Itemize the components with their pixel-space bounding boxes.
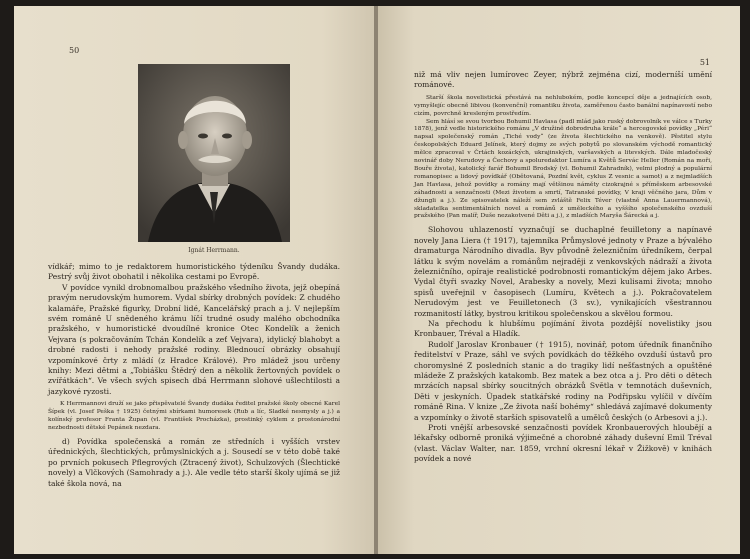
small-print-paragraph: Starší škola novelistická přestává na nehlubokém, podle koncepcí děje a jednajících osob, vymyšlejíc obecně libivou (konvenční) romantiku života, zaměřenou často banální napínavostí nebo cizím, povrchně kresleným prostředím. xyxy=(414,94,712,117)
portrait-image xyxy=(138,64,290,242)
right-text-column xyxy=(414,70,712,465)
left-text-column xyxy=(48,262,340,489)
page-number: 50 xyxy=(69,46,80,55)
photo-caption: Ignát Herrmann. xyxy=(188,247,240,254)
paragraph: d) Povídka společenská a román ze středních i vyšších vrstev úřednických, šlechtických, průmyslnických a j. Sousedí se v této době také po prvních pokusech Pflegrových (Ztracený život), Schulzových (Šlechtické novely) a Vlčkových (Samohrady a j.). Ale vedle této starší školy ujímá se již také škola nová, na xyxy=(48,436,340,488)
paragraph: niž má vliv nejen lumírovec Zeyer, nýbrž zejména cizí, moderníší umění románové. xyxy=(414,70,712,90)
paragraph: Slohovou uhlazeností vyznačují se duchaplné feuilletony a napínavé novely Jana Liera († 1917), tajemníka Průmyslové jednoty v Praze a bývalého dramaturga Národního divadla. Byv původně železničním úředníkem, čerpal látku k svým novelám a románům nejraději z venkovských nádraží a života železničního, opíraje realistické podrobnosti romantickým dějem jako Arbes. Vydal čtyři svazky Novel, Arabesky a novely, Mezi kulisami života; mnoho spisů uveřejnil v časopisech (Lumíru, Květech a j.). Pokračovatelem Nerudovým jest ve Feuilletonech (3 sv.), vynikajících všestrannou rozmanitostí látky, bystrou kritikou společenskou a skvělou formou. xyxy=(414,225,712,318)
portrait-photo xyxy=(138,64,290,242)
right-page xyxy=(378,6,740,554)
small-print-paragraph: Sem hlásí se svou tvorbou Bohumil Havlasa (padl mlád jako ruský dobrovolník ve válce s Turky 1878), jenž vedle historického románu „V družině dobrodruha krále“ a hercegovské povídky „Péri“ napsal společenský román „Tiché vody“ (ze života šlechtického na venkově). Pěstitel stylu českopolských Eduard Jelínek, který dojmy ze svých pobytů po slovanském východě romantický mělce zpracoval v Črtách kozáckých, ukrajinských, varšavských a litevských. Dále mladočeský novinář doby Nerudovy a Čechovy a spoluredaktor Lumíra a Květů Servác Heller (Román na moři, Bouře života), katolický farář Bohumil Brodský (vl. Bohumil Zahradník), velmi plodný a populární romanopisec a lidový povídkář (Obětovaná, Pozdní květ, cyklus Z vesnic a samot) a z nejmladších Jan Havlasa, jehož povídky a romány mají většinou náměty cizokrajné s příměskem arbesovské záhadnosti a senzačnosti (Mezi životem a smrtí, Tatranské povídky, V kraji věčného jara, Dům v džungli a j.). Ze spisovatelek náleží sem zvláště Felix Téver (vlastně Anna Lauermannová), skladatelka sentimentálních novel a románů z uměleckého a vyššího společenského ovzduší pražského (Pan malíř, Duše nezakotvené Děti a j.), z mladších Maryša Šárecká a j. xyxy=(414,118,712,220)
paragraph: Na přechodu k hlubšímu pojímání života pozdější novelistiky jsou Kronbauer, Tréval a Hladík. xyxy=(414,318,712,339)
small-print-paragraph: K Herrmannovi druží se jako přispěvatelé Švandy dudáka ředitel pražské školy obecné Karel Šípek (vl. Josef Peška † 1925) četnými sbírkami humoresek (Rub a líc, Sladké nesmysly a j.) a kolínský profesor Franta Župan (vl. František Procházka), prostinký cyklem z prostonárodní nezbednosti dětské Pepánek nezdara. xyxy=(48,401,340,431)
page-number: 51 xyxy=(699,58,710,67)
left-page xyxy=(14,6,376,554)
paragraph: V povídce vynikl drobnomalbou pražského všedního života, jejž obepíná pravým nerudovským humorem. Vydal sbírky drobných povídek: Z chudého kalamáře, Pražské figurky, Drobní lidé, Kancelářský prach a j. V nejlepším svém románě U snědeného krámu líčí trudné osudy malého obchodníka pražského, v humoristické dvoudílné kronice Otec Kondelík a ženich Vejvara (s pokračováním Tchán Kondelík a zeť Vejvara), idylický blahobyt a drobné radosti i nehody pražské rodiny. Blednoucí obrázky obsahují vzpomínkové črty z mládí (z Hradce Králové). Pro mládež jsou určeny knihy: Mezi dětmi a „Tobiášku Štědrý den a několik žertovných povídek o zvířátkách“. Ve všech svých spisech dbá Herrmann slohové ušlechtilosti a jazykové ryzosti. xyxy=(48,282,340,396)
paragraph: vídkář; mimo to je redaktorem humoristického týdeníku Švandy dudáka. Pestrý svůj život obohatil i několika cestami po Evropě. xyxy=(48,262,340,282)
paragraph: Proti vnější arbesovské senzačnosti povídek Kronbauerových hloubějí a lékařsky odborně proniká výjimečné a chorobné záhady duševní Emil Tréval (vlast. Václav Walter, nar. 1859, vrchní okresní lékař v Žižkově) v knihách povídek a nové xyxy=(414,423,712,464)
paragraph: Rudolf Jaroslav Kronbauer († 1915), novinář, potom úředník finančního ředitelství v Praze, sáhl ve svých povídkách do těžkého ovzduší ústavů pro choromyslné Z posledních stanic a do tragiky lidí nešťastných a opuštěné mládeže Z pražských katakomb. Bez matek a bez otca a j. Pro děti o dětech mrzácích napsal sbírky soucitných obrázků Světla v temnotách duševních, Děti v jeskyních. Úpadek statkářské rodiny na Podřipsku vylíčil v dívčím románě Rina. V knize „Ze života naší bohémy“ shledává zajímavé dokumenty a vzpomínky o životě starších spisovatelů a umělců českých (o Arbesovi a j.). xyxy=(414,339,712,422)
